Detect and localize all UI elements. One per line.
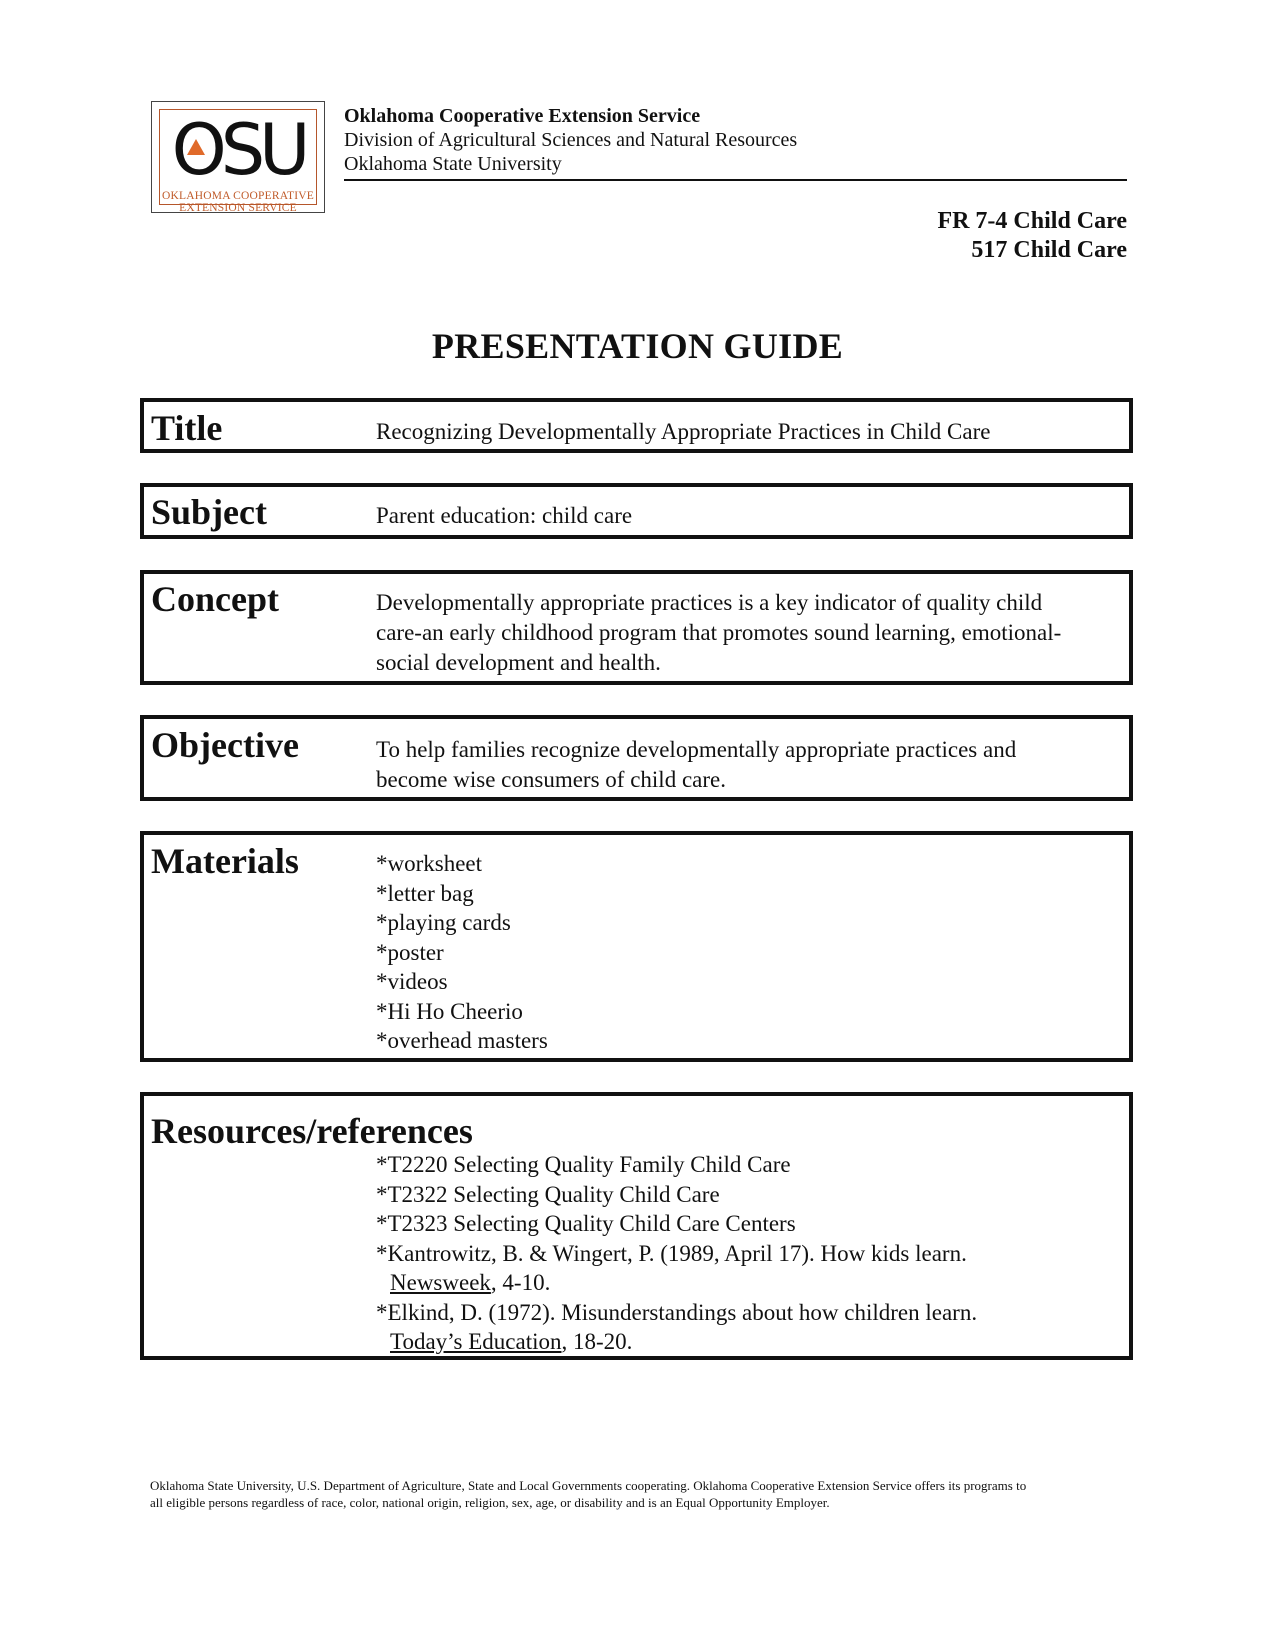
page-title: PRESENTATION GUIDE [431,326,844,366]
reference-continuation [376,1327,977,1357]
list-item: *Hi Ho Cheerio [376,998,523,1024]
orange-triangle-icon [187,139,205,155]
list-item: *poster [376,939,444,965]
resources-list [376,1150,977,1357]
reference-item: *Kantrowitz, B. & Wingert, P. (1989, April 17). How kids learn. [376,1240,967,1266]
document-codes [937,207,1127,265]
section-concept [140,570,1133,685]
logo-letters [160,109,316,191]
reference-item: *Elkind, D. (1972). Misunderstandings about how children learn. [376,1299,978,1325]
list-item: *videos [376,969,448,994]
reference-item: *T2322 Selecting Quality Child Care [376,1181,720,1207]
list-item: *overhead masters [376,1028,548,1053]
org-name: Oklahoma Cooperative Extension Service [344,105,701,127]
materials-list [376,849,548,1056]
journal-title: Today’s Education [390,1329,562,1354]
section-materials [140,831,1133,1062]
logo-line1: OKLAHOMA COOPERATIVE [162,190,314,202]
logo-o: O [171,109,221,191]
text-line: social development and health. [376,650,661,675]
section-text [376,735,1016,795]
logo-frame [159,109,317,214]
page-range: , 4-10. [490,1270,551,1295]
section-label: Subject [151,492,267,532]
section-resources [140,1092,1133,1360]
section-objective [140,715,1133,801]
logo-line2: EXTENSION SERVICE [179,202,297,214]
text-line: Developmentally appropriate practices is a key indicator of quality child [376,590,1043,615]
journal-title: Newsweek [390,1270,491,1295]
footer-line: Oklahoma State University, U.S. Department of Agriculture, State and Local Governments cooperating. Oklahoma Cooperative Extension Service offers its programs to [150,1478,1027,1493]
list-item: *worksheet [376,851,483,876]
section-label: Concept [151,579,279,619]
text-line: become wise consumers of child care. [376,767,726,792]
list-item: *playing cards [376,910,511,935]
code-fr: FR 7-4 Child Care [937,208,1127,234]
section-text: Parent education: child care [376,503,633,528]
reference-item: *T2220 Selecting Quality Family Child Care [376,1152,791,1177]
section-label: Objective [151,725,299,765]
reference-continuation [376,1268,977,1298]
code-517: 517 Child Care [971,237,1127,263]
reference-item: *T2323 Selecting Quality Child Care Centers [376,1211,796,1236]
text-line: To help families recognize developmentally appropriate practices and [376,737,1017,762]
footer-line: all eligible persons regardless of race, color, national origin, religion, sex, age, or disability and is an Equal Opportunity Employer. [150,1494,830,1510]
footer-disclaimer [150,1478,1130,1511]
header-rule [344,179,1127,181]
section-label: Resources/references [151,1111,473,1151]
section-label: Materials [151,841,299,881]
text-line: care-an early childhood program that promotes sound learning, emotional- [376,620,1062,645]
list-item: *letter bag [376,880,474,906]
osu-logo [151,101,325,213]
section-subject [140,483,1133,539]
section-title [140,398,1133,453]
section-text [376,588,1061,678]
org-university: Oklahoma State University [344,153,562,175]
org-division: Division of Agricultural Sciences and Natural Resources [344,129,798,151]
logo-su: SU [220,109,305,191]
section-text: Recognizing Developmentally Appropriate Practices in Child Care [376,419,991,444]
page-range: , 18-20. [561,1329,633,1354]
org-block [344,104,797,176]
logo-subtitle [160,190,316,214]
section-label: Title [151,408,223,448]
